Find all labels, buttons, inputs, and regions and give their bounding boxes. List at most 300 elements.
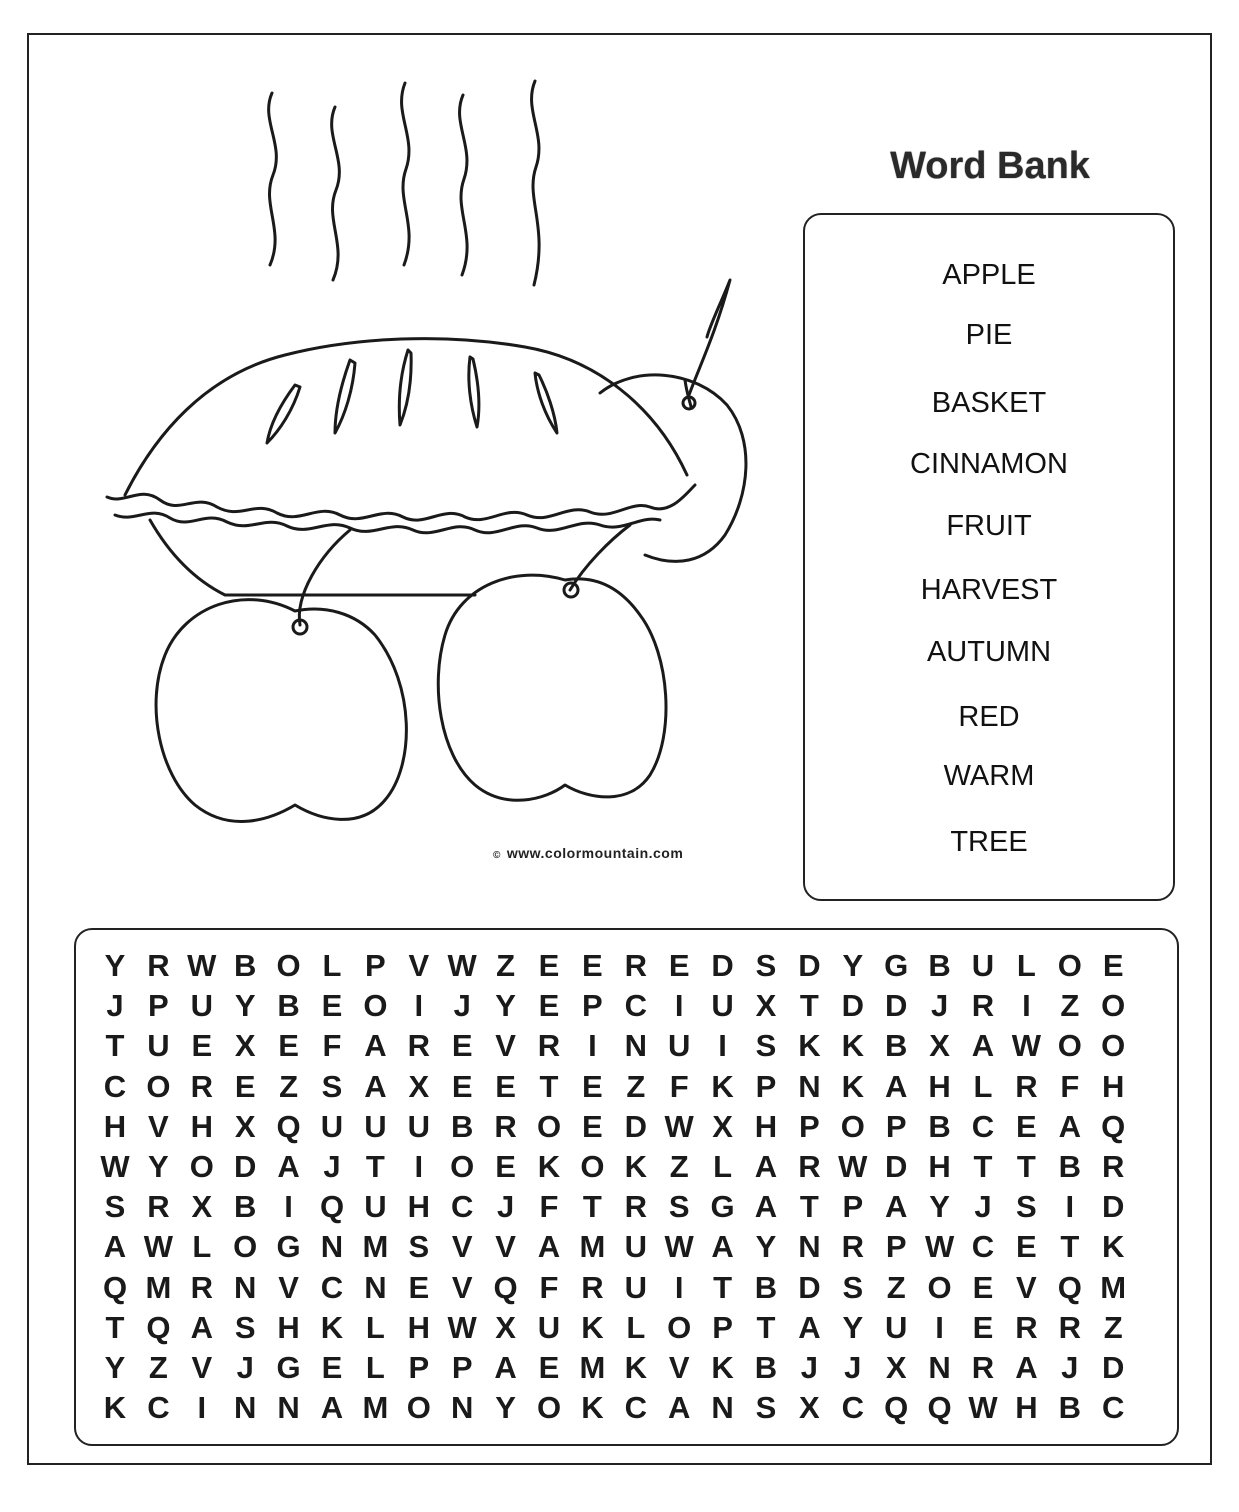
grid-letter[interactable]: O [1101,988,1126,1024]
grid-letter[interactable]: T [582,1189,602,1225]
grid-letter[interactable]: F [539,1269,559,1305]
grid-letter[interactable]: Y [755,1229,777,1265]
grid-letter[interactable]: R [407,1028,430,1064]
grid-letter[interactable]: P [842,1189,864,1225]
grid-letter[interactable]: D [624,1108,647,1144]
grid-letter[interactable]: X [191,1189,213,1225]
grid-letter[interactable]: O [450,1149,475,1184]
grid-letter[interactable]: X [799,1390,820,1426]
grid-letter[interactable]: B [1058,1390,1081,1426]
grid-letter[interactable]: E [321,1350,343,1385]
grid-letter[interactable]: X [755,988,777,1024]
grid-letter[interactable]: A [884,1068,908,1104]
grid-letter[interactable]: A [1058,1108,1081,1144]
grid-letter[interactable]: A [1015,1350,1038,1385]
grid-letter[interactable]: B [928,948,951,983]
grid-letter[interactable]: H [103,1108,127,1144]
grid-letter[interactable]: T [973,1149,993,1184]
grid-letter[interactable]: R [1058,1309,1081,1345]
grid-letter[interactable]: C [450,1189,474,1225]
grid-letter[interactable]: O [406,1390,431,1426]
grid-letter[interactable]: Q [1101,1108,1126,1144]
grid-letter[interactable]: F [539,1189,559,1225]
grid-letter[interactable]: M [579,1229,606,1265]
grid-letter[interactable]: V [495,1229,516,1265]
grid-letter[interactable]: E [1016,1108,1037,1144]
grid-letter[interactable]: O [363,988,388,1024]
grid-letter[interactable]: O [536,1390,562,1426]
grid-letter[interactable]: K [711,1068,734,1104]
grid-letter[interactable]: K [103,1390,127,1426]
grid-letter[interactable]: U [884,1309,908,1345]
grid-letter[interactable]: X [234,1028,256,1064]
grid-letter[interactable]: J [496,1189,515,1225]
grid-letter[interactable]: O [536,1108,562,1144]
grid-letter[interactable]: O [233,1229,258,1265]
grid-letter[interactable]: O [1057,1028,1082,1064]
grid-letter[interactable]: R [841,1229,864,1265]
grid-letter[interactable]: E [668,948,690,983]
grid-letter[interactable]: X [408,1068,430,1104]
grid-letter[interactable]: T [365,1149,385,1184]
grid-letter[interactable]: S [234,1309,256,1345]
grid-letter[interactable]: E [495,1149,516,1184]
grid-letter[interactable]: L [365,1350,385,1385]
grid-letter[interactable]: L [973,1068,993,1104]
grid-letter[interactable]: X [712,1108,733,1144]
grid-letter[interactable]: D [841,988,864,1024]
grid-letter[interactable]: D [1101,1189,1125,1225]
grid-letter[interactable]: N [928,1350,951,1385]
grid-letter[interactable]: C [841,1390,864,1426]
grid-letter[interactable]: T [799,1189,819,1225]
grid-letter[interactable]: U [364,1189,387,1225]
grid-letter[interactable]: S [755,1390,777,1426]
grid-letter[interactable]: I [1065,1189,1075,1225]
grid-letter[interactable]: Y [842,948,864,983]
grid-letter[interactable]: T [539,1068,559,1104]
grid-letter[interactable]: T [1060,1229,1080,1265]
grid-letter[interactable]: D [884,988,908,1024]
grid-letter[interactable]: S [321,1068,343,1104]
grid-letter[interactable]: T [756,1309,776,1345]
grid-letter[interactable]: P [885,1229,907,1265]
grid-letter[interactable]: B [754,1269,778,1305]
grid-letter[interactable]: L [1016,948,1036,983]
grid-letter[interactable]: K [624,1149,647,1184]
word-bank-item: CINNAMON [910,448,1068,480]
grid-letter[interactable]: Y [104,948,126,983]
grid-letter[interactable]: R [1015,1309,1038,1345]
grid-letter[interactable]: Q [146,1309,171,1345]
grid-letter[interactable]: L [713,1149,733,1184]
grid-letter[interactable]: O [146,1068,171,1104]
grid-letter[interactable]: O [276,948,301,983]
grid-letter[interactable]: O [1057,948,1082,983]
grid-letter[interactable]: U [320,1108,344,1144]
grid-letter[interactable]: A [103,1229,127,1265]
grid-letter[interactable]: E [1016,1229,1037,1265]
grid-letter[interactable]: M [1100,1269,1127,1305]
grid-letter[interactable]: P [408,1350,430,1385]
grid-letter[interactable]: M [362,1229,389,1265]
grid-letter[interactable]: A [667,1390,691,1426]
grid-letter[interactable]: T [799,988,819,1024]
grid-letter[interactable]: R [1101,1149,1125,1184]
grid-letter[interactable]: Z [1103,1309,1123,1345]
grid-letter[interactable]: I [197,1390,207,1426]
grid-letter[interactable]: S [755,948,777,983]
grid-letter[interactable]: O [189,1149,214,1184]
grid-letter[interactable]: A [711,1229,734,1265]
grid-letter[interactable]: Q [319,1189,345,1225]
grid-letter[interactable]: H [1101,1068,1125,1104]
grid-letter[interactable]: C [147,1390,170,1426]
grid-letter[interactable]: Y [234,988,256,1024]
grid-letter[interactable]: E [582,1108,603,1144]
grid-letter[interactable]: I [414,988,424,1024]
grid-letter[interactable]: O [580,1149,605,1184]
grid-letter[interactable]: A [537,1229,561,1265]
grid-letter[interactable]: L [365,1309,385,1345]
grid-letter[interactable]: E [538,1350,560,1385]
grid-letter[interactable]: X [885,1350,907,1385]
grid-letter[interactable]: D [1101,1350,1125,1385]
grid-letter[interactable]: Q [1057,1269,1082,1305]
grid-letter[interactable]: Z [279,1068,299,1104]
grid-letter[interactable]: P [148,988,169,1024]
grid-letter[interactable]: H [190,1108,213,1144]
grid-letter[interactable]: P [712,1309,733,1345]
grid-letter[interactable]: E [538,948,560,983]
grid-letter[interactable]: M [145,1269,172,1305]
grid-letter[interactable]: N [711,1390,734,1426]
grid-letter[interactable]: T [1016,1149,1036,1184]
grid-letter[interactable]: S [755,1028,777,1064]
grid-letter[interactable]: K [581,1309,604,1345]
grid-letter[interactable]: E [1102,948,1124,983]
grid-letter[interactable]: O [927,1269,952,1305]
grid-letter[interactable]: N [798,1229,821,1265]
grid-letter[interactable]: E [278,1028,299,1064]
grid-letter[interactable]: C [971,1108,995,1144]
grid-letter[interactable]: J [800,1350,819,1385]
grid-letter[interactable]: B [233,1189,257,1225]
grid-letter[interactable]: T [105,1028,125,1064]
grid-letter[interactable]: N [233,1390,257,1426]
grid-letter[interactable]: I [674,988,684,1024]
grid-letter[interactable]: E [582,1068,603,1104]
grid-letter[interactable]: C [103,1068,127,1104]
grid-letter[interactable]: A [190,1309,213,1345]
grid-letter[interactable]: Q [927,1390,952,1426]
grid-letter[interactable]: E [451,1028,473,1064]
grid-letter[interactable]: W [968,1390,998,1426]
pie-dish [150,520,475,595]
word-bank-item: WARM [943,760,1035,792]
grid-letter[interactable]: O [840,1108,865,1144]
word-bank-item: APPLE [942,259,1036,291]
grid-letter[interactable]: G [710,1189,735,1225]
grid-letter[interactable]: U [147,1028,170,1064]
grid-letter[interactable]: E [321,988,343,1024]
grid-letter[interactable]: I [284,1189,293,1225]
grid-letter[interactable]: D [884,1149,908,1184]
grid-letter[interactable]: C [1101,1390,1125,1426]
grid-letter[interactable]: Y [148,1149,169,1184]
grid-letter[interactable]: G [276,1229,301,1265]
grid-letter[interactable]: T [713,1269,733,1305]
grid-letter[interactable]: J [453,988,471,1024]
grid-letter[interactable]: A [884,1189,908,1225]
grid-letter[interactable]: B [450,1108,474,1144]
grid-letter[interactable]: E [234,1068,256,1104]
grid-letter[interactable]: N [450,1390,474,1426]
copyright-mark: © [493,850,501,861]
grid-letter[interactable]: X [234,1108,256,1144]
grid-letter[interactable]: P [799,1108,820,1144]
grid-letter[interactable]: Q [884,1390,909,1426]
grid-letter[interactable]: E [451,1068,473,1104]
word-bank-item: TREE [950,826,1028,858]
grid-letter[interactable]: Z [496,948,516,983]
grid-letter[interactable]: A [364,1068,387,1104]
grid-letter[interactable]: U [407,1108,430,1144]
grid-letter[interactable]: Y [495,988,516,1024]
grid-letter[interactable]: P [582,988,603,1024]
grid-letter[interactable]: Q [493,1269,518,1305]
grid-letter[interactable]: W [447,948,477,983]
grid-letter[interactable]: Y [495,1390,516,1426]
apple-icon [600,375,746,561]
grid-letter[interactable]: R [147,1189,170,1225]
grid-letter[interactable]: V [408,948,430,983]
grid-letter[interactable]: U [667,1028,691,1064]
grid-letter[interactable]: H [407,1309,430,1345]
grid-letter[interactable]: P [365,948,386,983]
grid-letter[interactable]: H [407,1189,430,1225]
word-bank-item: AUTUMN [926,636,1052,668]
grid-letter[interactable]: H [928,1068,951,1104]
grid-letter[interactable]: L [192,1229,212,1265]
grid-letter[interactable]: U [711,988,734,1024]
grid-letter[interactable]: A [971,1028,995,1064]
grid-letter[interactable]: H [277,1309,300,1345]
grid-letter[interactable]: V [191,1350,213,1385]
grid-letter[interactable]: R [190,1068,213,1104]
grid-letter[interactable]: J [323,1149,341,1184]
grid-letter[interactable]: R [494,1108,517,1144]
grid-letter[interactable]: R [971,988,995,1024]
grid-letter[interactable]: A [277,1149,300,1184]
grid-letter[interactable]: G [884,948,909,983]
grid-letter[interactable]: B [884,1028,908,1064]
grid-letter[interactable]: S [408,1229,430,1265]
grid-letter[interactable]: W [1011,1028,1042,1064]
grid-letter[interactable]: E [972,1269,994,1305]
grid-letter[interactable]: A [798,1309,821,1345]
grid-letter[interactable]: W [100,1149,130,1184]
grid-letter[interactable]: K [798,1028,821,1064]
website-credit [493,845,683,861]
grid-letter[interactable]: K [320,1309,344,1345]
grid-letter[interactable]: J [1061,1350,1079,1385]
grid-letter[interactable]: W [187,948,217,983]
grid-letter[interactable]: N [624,1028,647,1064]
grid-letter[interactable]: T [105,1309,125,1345]
grid-letter[interactable]: U [537,1309,561,1345]
grid-letter[interactable]: I [1022,988,1031,1024]
grid-letter[interactable]: C [320,1269,344,1305]
grid-letter[interactable]: J [930,988,949,1024]
pie-edge [107,485,695,520]
grid-letter[interactable]: Z [1060,988,1080,1024]
grid-letter[interactable]: A [754,1189,778,1225]
grid-letter[interactable]: S [668,1189,690,1225]
grid-letter[interactable]: K [1101,1229,1125,1265]
grid-letter[interactable]: I [935,1309,944,1345]
grid-letter[interactable]: M [362,1390,389,1426]
grid-letter[interactable]: E [495,1068,516,1104]
grid-letter[interactable]: I [718,1028,727,1064]
grid-letter[interactable]: S [104,1189,126,1225]
grid-letter[interactable]: I [588,1028,597,1064]
grid-letter[interactable]: E [408,1269,430,1305]
grid-letter[interactable]: B [233,948,257,983]
grid-letter[interactable]: P [451,1350,473,1385]
grid-letter[interactable]: E [582,948,603,983]
grid-letter[interactable]: H [754,1108,778,1144]
grid-letter[interactable]: K [841,1068,864,1104]
grid-letter[interactable]: I [674,1269,684,1305]
grid-letter[interactable]: V [278,1269,299,1305]
grid-letter[interactable]: I [414,1149,424,1184]
grid-letter[interactable]: K [841,1028,864,1064]
grid-letter[interactable]: D [711,948,734,983]
grid-letter[interactable]: W [143,1229,174,1265]
grid-letter[interactable]: R [190,1269,213,1305]
grid-letter[interactable]: K [581,1390,604,1426]
grid-letter[interactable]: Z [886,1269,906,1305]
grid-letter[interactable]: L [322,948,342,983]
grid-letter[interactable]: A [494,1350,517,1385]
grid-letter[interactable]: W [838,1149,868,1184]
grid-letter[interactable]: D [233,1149,257,1184]
grid-letter[interactable]: R [581,1269,604,1305]
grid-letter[interactable]: Y [842,1309,864,1345]
grid-letter[interactable]: N [798,1068,821,1104]
grid-letter[interactable]: X [495,1309,516,1345]
grid-letter[interactable]: H [1015,1390,1038,1426]
grid-letter[interactable]: Z [626,1068,646,1104]
grid-letter[interactable]: Q [276,1108,301,1144]
grid-letter[interactable]: G [276,1350,301,1385]
grid-letter[interactable]: J [974,1189,992,1225]
grid-letter[interactable]: V [451,1229,473,1265]
grid-letter[interactable]: C [971,1229,995,1265]
grid-letter[interactable]: Y [104,1350,126,1385]
grid-letter[interactable]: W [664,1108,694,1144]
grid-letter[interactable]: R [971,1350,995,1385]
grid-letter[interactable]: Z [148,1350,168,1385]
grid-letter[interactable]: C [624,1390,647,1426]
grid-letter[interactable]: W [447,1309,477,1345]
grid-letter[interactable]: J [844,1350,862,1385]
grid-letter[interactable]: R [624,1189,647,1225]
grid-letter[interactable]: Z [669,1149,689,1184]
grid-letter[interactable]: N [277,1390,300,1426]
grid-letter[interactable]: J [236,1350,254,1385]
grid-letter[interactable]: F [1060,1068,1080,1104]
grid-letter[interactable]: S [842,1269,864,1305]
grid-letter[interactable]: R [624,948,647,983]
grid-letter[interactable]: K [624,1350,647,1385]
grid-letter[interactable]: S [1016,1189,1037,1225]
grid-letter[interactable]: Q [102,1269,128,1305]
grid-letter[interactable]: D [798,948,821,983]
grid-letter[interactable]: M [579,1350,606,1385]
grid-letter[interactable]: B [277,988,300,1024]
grid-letter[interactable]: R [1015,1068,1038,1104]
grid-letter[interactable]: Y [929,1189,950,1225]
grid-letter[interactable]: E [538,988,560,1024]
grid-letter[interactable]: O [1101,1028,1126,1064]
grid-letter[interactable]: R [798,1149,821,1184]
grid-letter[interactable]: B [928,1108,951,1144]
grid-letter[interactable]: W [924,1229,955,1265]
grid-letter[interactable]: E [191,1028,213,1064]
grid-letter[interactable]: B [754,1350,778,1385]
apple-icon [438,575,666,800]
grid-letter[interactable]: A [754,1149,778,1184]
grid-letter[interactable]: V [668,1350,690,1385]
grid-letter[interactable]: U [364,1108,387,1144]
grid-letter[interactable]: V [1016,1269,1037,1305]
grid-letter[interactable]: N [320,1229,344,1265]
grid-letter[interactable]: U [190,988,213,1024]
grid-letter[interactable]: F [669,1068,689,1104]
grid-letter[interactable]: N [233,1269,257,1305]
grid-letter[interactable]: F [322,1028,342,1064]
grid-letter[interactable]: D [798,1269,821,1305]
grid-letter[interactable]: V [451,1269,473,1305]
grid-letter[interactable]: J [106,988,124,1024]
grid-letter[interactable]: H [928,1149,951,1184]
grid-letter[interactable]: C [624,988,647,1024]
grid-letter[interactable]: A [364,1028,387,1064]
grid-letter[interactable]: V [495,1028,516,1064]
grid-letter[interactable]: R [147,948,170,983]
grid-letter[interactable]: R [537,1028,561,1064]
grid-letter[interactable]: K [537,1149,561,1184]
grid-letter[interactable]: X [929,1028,950,1064]
grid-letter[interactable]: B [1058,1149,1081,1184]
grid-letter[interactable]: P [885,1108,907,1144]
grid-letter[interactable]: W [664,1229,694,1265]
grid-letter[interactable]: V [148,1108,169,1144]
grid-letter[interactable]: L [626,1309,646,1345]
grid-letter[interactable]: U [624,1229,647,1265]
word-bank-item: PIE [965,319,1013,351]
grid-letter[interactable]: P [755,1068,777,1104]
grid-letter[interactable]: U [971,948,995,983]
grid-letter[interactable]: N [364,1269,387,1305]
grid-letter[interactable]: U [624,1269,647,1305]
grid-letter[interactable]: E [972,1309,994,1345]
grid-letter[interactable]: A [320,1390,344,1426]
grid-letter[interactable]: K [711,1350,734,1385]
grid-letter[interactable]: O [667,1309,692,1345]
